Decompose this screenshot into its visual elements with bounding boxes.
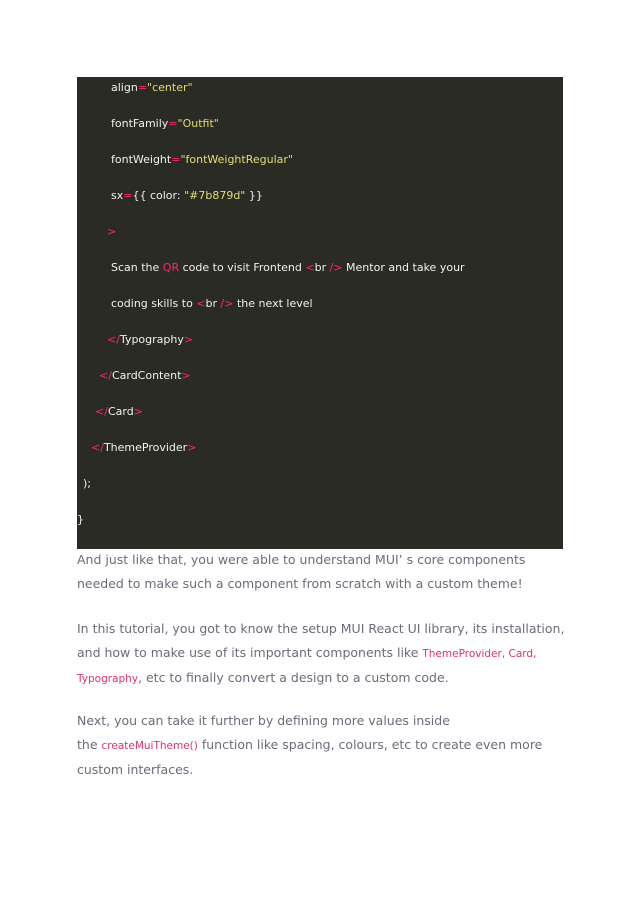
- code-token: ThemeProvider: [103, 441, 188, 454]
- code-token: =: [168, 117, 178, 130]
- paragraph-text: function like spacing, colours, etc to create even more: [197, 737, 543, 752]
- code-token: "#7b879d": [184, 189, 246, 202]
- code-token: >: [183, 333, 194, 346]
- code-token: Scan the: [111, 261, 163, 274]
- paragraph-line: And just like that, you were able to understand MUI’ s core components: [77, 552, 526, 567]
- code-token: <: [305, 261, 315, 274]
- code-token: Typography: [119, 333, 184, 346]
- inline-code-createmuitheme: createMuiTheme(): [101, 740, 198, 752]
- code-line: [107, 333, 193, 347]
- code-token: }}: [245, 189, 263, 202]
- code-line: [111, 189, 263, 203]
- code-line: [77, 513, 84, 527]
- code-line: [111, 297, 313, 311]
- inline-code-separator: ,: [533, 648, 537, 660]
- inline-code-themeprovider: ThemeProvider: [422, 648, 502, 660]
- code-line: [107, 225, 116, 239]
- code-token: br: [314, 261, 330, 274]
- code-token: <: [196, 297, 206, 310]
- code-token: fontWeight: [111, 153, 172, 166]
- paragraph-line: In this tutorial, you got to know the setup MUI React UI library, its installation,: [77, 621, 565, 636]
- paragraph-text: and how to make use of its important components like: [77, 645, 423, 660]
- paragraph-next-steps: [77, 709, 563, 782]
- code-block: [77, 77, 563, 549]
- paragraph-line: [77, 666, 563, 691]
- paragraph-line: Next, you can take it further by defining more values inside: [77, 713, 450, 728]
- code-token: QR: [162, 261, 180, 274]
- code-token: "center": [147, 81, 193, 94]
- code-token: =: [123, 189, 133, 202]
- code-token: </: [95, 405, 108, 418]
- code-token: the next level: [233, 297, 313, 310]
- paragraph-tutorial: [77, 617, 563, 691]
- paragraph-summary: [77, 548, 563, 596]
- inline-code-typography: Typography: [77, 673, 139, 685]
- code-line: [99, 369, 191, 383]
- paragraph-text: , etc to finally convert a design to a custom code.: [138, 670, 449, 685]
- paragraph-line: [77, 641, 563, 666]
- code-token: coding skills to: [111, 297, 197, 310]
- code-token: />: [329, 261, 343, 274]
- paragraph-text: the: [77, 737, 102, 752]
- code-token: "fontWeightRegular": [180, 153, 293, 166]
- code-line: [91, 441, 196, 455]
- code-line: [83, 477, 91, 491]
- inline-code-card: Card: [508, 648, 534, 660]
- code-token: }: [77, 513, 84, 526]
- code-token: {{ color:: [132, 189, 185, 202]
- code-token: code to visit Frontend: [179, 261, 306, 274]
- code-token: CardContent: [111, 369, 182, 382]
- paragraph-line: needed to make such a component from scratch with a custom theme!: [77, 576, 523, 591]
- code-line: [95, 405, 143, 419]
- code-line: [111, 153, 293, 167]
- code-token: =: [137, 81, 148, 94]
- code-token: >: [133, 405, 143, 418]
- paragraph-line: [77, 733, 563, 758]
- code-token: </: [107, 333, 120, 346]
- code-token: />: [220, 297, 234, 310]
- code-token: </: [91, 441, 104, 454]
- code-token: </: [99, 369, 112, 382]
- code-token: Card: [107, 405, 134, 418]
- code-token: =: [171, 153, 181, 166]
- code-token: );: [83, 477, 91, 490]
- inline-code-separator: ,: [501, 648, 509, 660]
- code-line: [111, 81, 193, 95]
- paragraph-line: custom interfaces.: [77, 762, 194, 777]
- code-token: fontFamily: [111, 117, 169, 130]
- code-line: [111, 117, 219, 131]
- code-token: >: [107, 225, 117, 238]
- code-token: >: [187, 441, 197, 454]
- code-token: >: [181, 369, 191, 382]
- code-token: "Outfit": [177, 117, 219, 130]
- code-token: br: [205, 297, 221, 310]
- code-line: [111, 261, 465, 275]
- code-token: Mentor and take your: [342, 261, 465, 274]
- code-token: align: [111, 81, 138, 94]
- code-token: sx: [111, 189, 124, 202]
